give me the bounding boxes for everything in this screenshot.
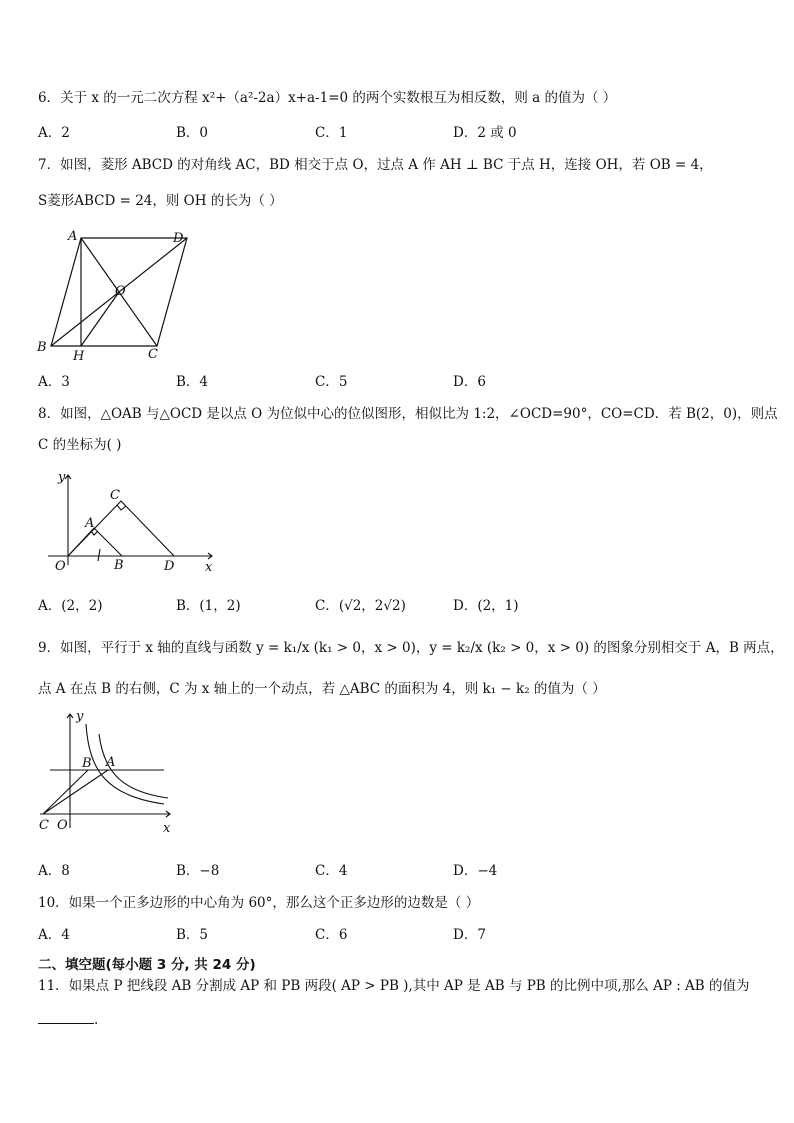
q11-answer-line [38,1011,98,1029]
q7-choice-a: A．3 [38,374,70,390]
q9-label-x: x [163,821,171,836]
q7-label-c: C [148,347,158,362]
q7-stem-line1: 7．如图，菱形 ABCD 的对角线 AC，BD 相交于点 O，过点 A 作 AH ⊥ BC 于点 H，连接 OH，若 OB = 4， [38,157,713,173]
q9-curve-k2 [86,724,164,804]
q8-stem-line1: 8．如图，△OAB 与△OCD 是以点 O 为位似中心的位似图形，相似比为 1:2，∠OCD=90°，CO=CD．若 B(2，0)，则点 [38,406,778,422]
q10-choice-a: A．4 [38,927,70,943]
q9-choice-b: B．−8 [176,863,220,879]
q7-stem-line2: S菱形ABCD = 24，则 OH 的长为（ ） [38,193,283,209]
q7-label-a: A [68,229,78,244]
q8-label-a: A [85,516,95,531]
q8-label-b: B [114,558,124,573]
q10-choice-c: C．6 [315,927,348,943]
q7-label-o: O [115,284,126,299]
q8-stem-line2: C 的坐标为( ) [38,437,122,453]
q9-choice-a: A．8 [38,863,70,879]
q8-choice-c: C．(√2，2√2) [315,598,406,614]
q9-label-a: A [106,755,116,770]
q10-choice-d: D．7 [453,927,486,943]
q7-choice-c: C．5 [315,374,348,390]
q11-period: . [94,1012,99,1028]
q9-label-c: C [39,818,49,833]
q7-label-b: B [37,340,47,355]
q9-choice-c: C．4 [315,863,348,879]
q8-right-angle-c [117,505,126,510]
q8-label-x: x [205,560,213,575]
q9-choice-d: D．−4 [453,863,498,879]
q8-label-o: O [55,559,66,574]
q8-label-d: D [164,559,175,574]
section-fill-in-title: 二、填空题(每小题 3 分, 共 24 分) [38,957,256,973]
q8-triangle-oab [68,528,122,556]
q8-similar-triangles-figure [40,465,225,577]
q9-stem-line1: 9．如图，平行于 x 轴的直线与函数 y = k₁/x (k₁ > 0，x > 0)，y = k₂/x (k₂ > 0，x > 0) 的图象分别相交于 A，B 两点， [38,640,784,656]
q8-right-angle-a [91,531,98,535]
q9-label-y: y [76,709,84,724]
q6-choice-c: C．1 [315,125,348,141]
q8-choice-d: D．(2，1) [453,598,519,614]
q9-label-o: O [57,818,68,833]
q7-choice-b: B．4 [176,374,209,390]
q7-label-h: H [73,349,85,362]
q6-choice-b: B．0 [176,125,209,141]
q10-choice-b: B．5 [176,927,209,943]
q6-stem: 6．关于 x 的一元二次方程 x²+（a²-2a）x+a-1=0 的两个实数根互为相反数，则 a 的值为（ ） [38,90,617,106]
q9-label-b: B [82,756,92,771]
q8-label-y: y [58,470,66,485]
q9-hyperbola-figure [36,708,181,836]
q11-answer-blank[interactable] [38,1011,94,1024]
q7-label-d: D [173,231,184,246]
q7-choice-d: D．6 [453,374,486,390]
q8-mark [98,549,100,561]
q7-rhombus-figure [34,226,194,362]
q9-triangle-abc [43,770,108,814]
q8-choice-b: B．(1，2) [176,598,241,614]
q8-label-c: C [110,488,120,503]
q11-stem: 11．如果点 P 把线段 AB 分割成 AP 和 PB 两段( AP > PB ),其中 AP 是 AB 与 PB 的比例中项,那么 AP : AB 的值为 [38,978,750,994]
q9-stem-line2: 点 A 在点 B 的右侧，C 为 x 轴上的一个动点，若 △ABC 的面积为 4，则 k₁ − k₂ 的值为（ ） [38,681,606,697]
q7-segment-oh [81,292,119,346]
q10-stem: 10．如果一个正多边形的中心角为 60°，那么这个正多边形的边数是（ ） [38,895,480,911]
q6-choice-d: D．2 或 0 [453,125,517,141]
q8-choice-a: A．(2，2) [38,598,103,614]
q6-choice-a: A．2 [38,125,70,141]
